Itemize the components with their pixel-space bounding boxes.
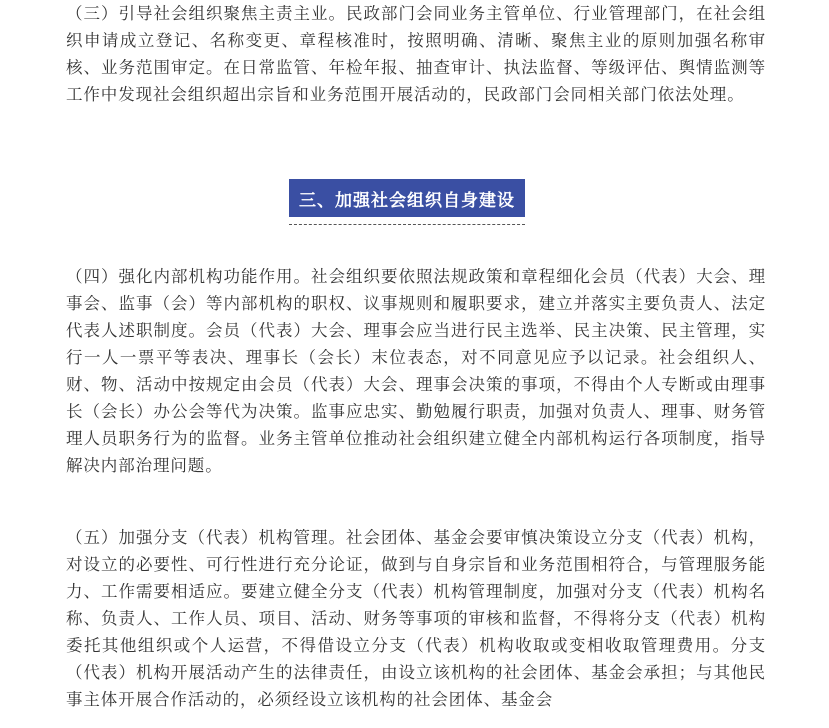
paragraph-branch-management: （五）加强分支（代表）机构管理。社会团体、基金会要审慎决策设立分支（代表）机构，对设立的必要性、可行性进行充分论证，做到与自身宗旨和业务范围相符合，与管理服务能力、工作需要相适应。要建立健全分支（代表）机构管理制度，加强对分支（代表）机构名称、负责人、工作人员、项目、活动、财务等事项的审核和监督，不得将分支（代表）机构委托其他组织或个人运营，不得借设立分支（代表）机构收取或变相收取管理费用。分支（代表）机构开展活动产生的法律责任，由设立该机构的社会团体、基金会承担；与其他民事主体开展合作活动的，必须经设立该机构的社会团体、基金会 [66,528,766,709]
paragraph-guide-focus-main-business: （三）引导社会组织聚焦主责主业。民政部门会同业务主管单位、行业管理部门，在社会组织申请成立登记、名称变更、章程核准时，按照明确、清晰、聚焦主业的原则加强名称审核、业务范围审定。在日常监管、年检年报、抽查审计、执法监督、等级评估、舆情监测等工作中发现社会组织超出宗旨和业务范围开展活动的，民政部门会同相关部门依法处理。 [66,4,766,104]
section-divider [289,224,525,225]
paragraph-internal-institutions: （四）强化内部机构功能作用。社会组织要依照法规政策和章程细化会员（代表）大会、理事会、监事（会）等内部机构的职权、议事规则和履职要求，建立并落实主要负责人、法定代表人述职制度。会员（代表）大会、理事会应当进行民主选举、民主决策、民主管理，实行一人一票平等表决、理事长（会长）末位表态，对不同意见应予以记录。社会组织人、财、物、活动中按规定由会员（代表）大会、理事会决策的事项，不得由个人专断或由理事长（会长）办公会等代为决策。监事应忠实、勤勉履行职责，加强对负责人、理事、财务管理人员职务行为的监督。业务主管单位推动社会组织建立健全内部机构运行各项制度，指导解决内部治理问题。 [66,267,766,475]
section-heading: 三、加强社会组织自身建设 [289,179,525,217]
